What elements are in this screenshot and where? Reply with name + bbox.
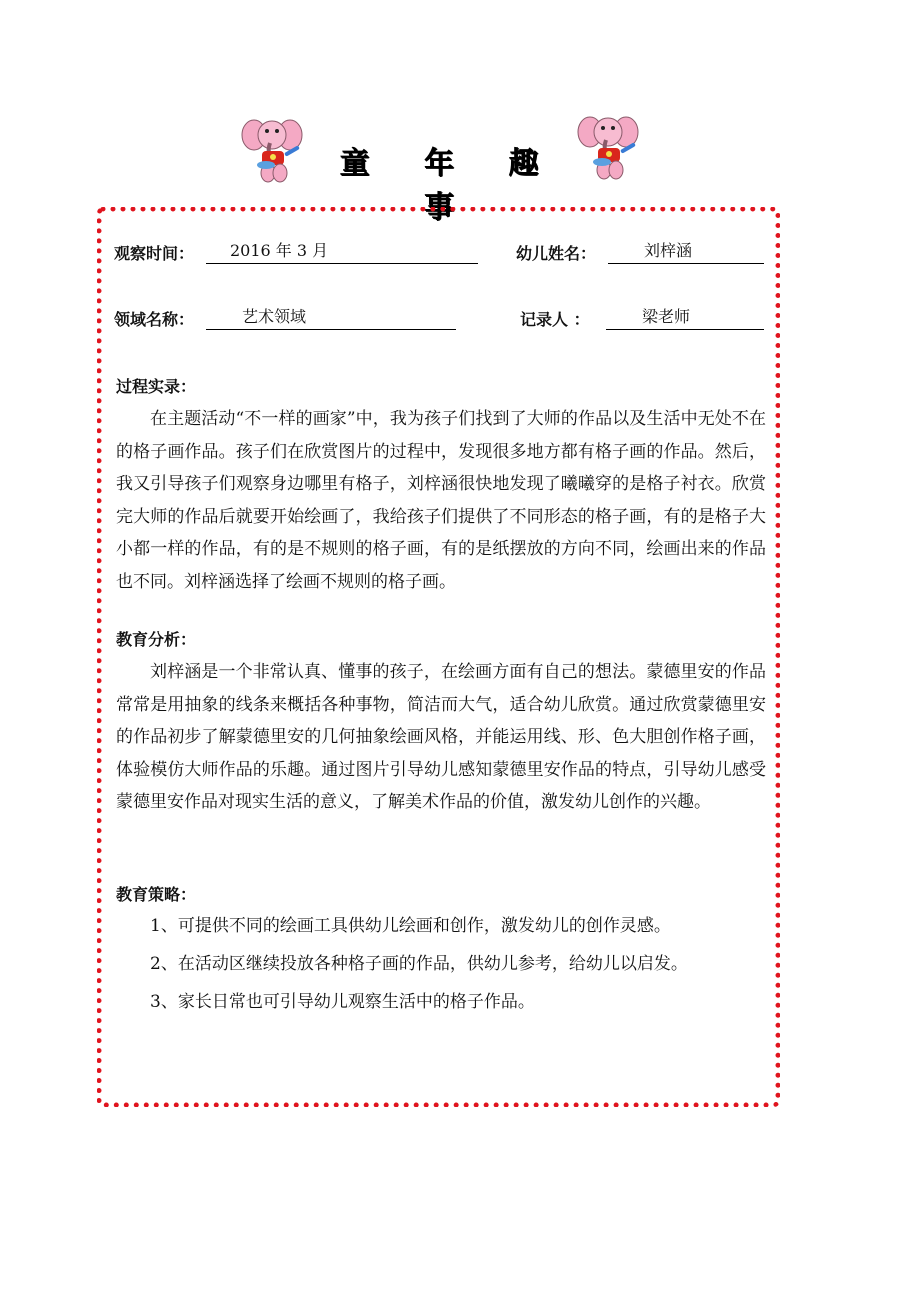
recorder-value: 梁老师 <box>606 307 764 330</box>
child-name-label: 幼儿姓名： <box>516 244 597 263</box>
child-name-field <box>516 241 776 267</box>
strategy-heading: 教育策略： <box>116 885 197 904</box>
strategy-item: 1、可提供不同的绘画工具供幼儿绘画和创作，激发幼儿的创作灵感。 <box>150 916 671 936</box>
strategy-item: 2、在活动区继续投放各种格子画的作品，供幼儿参考，给幼儿以启发。 <box>150 954 688 974</box>
elephant-mascot-icon <box>576 110 646 182</box>
observe-time-label: 观察时间： <box>114 244 195 263</box>
header <box>0 108 920 225</box>
page-title: 童 年 趣 事 <box>339 146 561 225</box>
child-name-value: 刘梓涵 <box>608 241 764 264</box>
domain-value: 艺术领域 <box>206 307 456 330</box>
analysis-text: 刘梓涵是一个非常认真、懂事的孩子，在绘画方面有自己的想法。蒙德里安的作品常常是用抽象的线条来概括各种事物，简洁而大气，适合幼儿欣赏。通过欣赏蒙德里安的作品初步了解蒙德里安的几何抽象绘画风格，并能运用线、形、色大胆创作格子画，体验模仿大师作品的乐趣。通过图片引导幼儿感知蒙德里安作品的特点，引导幼儿感受蒙德里安作品对现实生活的意义，了解美术作品的价值，激发幼儿创作的兴趣。 <box>116 662 766 813</box>
process-heading: 过程实录： <box>116 377 197 396</box>
recorder-field <box>520 307 776 333</box>
domain-label: 领域名称： <box>114 310 195 329</box>
strategy-item: 3、家长日常也可引导幼儿观察生活中的格子作品。 <box>150 992 535 1012</box>
observe-time-value: 2016 年 3 月 <box>206 241 478 264</box>
observe-time-field <box>114 241 514 267</box>
domain-field <box>114 307 514 333</box>
analysis-heading: 教育分析： <box>116 630 197 649</box>
process-text: 在主题活动“不一样的画家”中，我为孩子们找到了大师的作品以及生活中无处不在的格子画作品。孩子们在欣赏图片的过程中，发现很多地方都有格子画的作品。然后，我又引导孩子们观察身边哪里有格子，刘梓涵很快地发现了曦曦穿的是格子衬衣。欣赏完大师的作品后就要开始绘画了，我给孩子们提供了不同形态的格子画，有的是格子大小都一样的作品，有的是不规则的格子画，有的是纸摆放的方向不同，绘画出来的作品也不同。刘梓涵选择了绘画不规则的格子画。 <box>116 409 766 592</box>
recorder-label: 记录人 ： <box>520 310 590 329</box>
